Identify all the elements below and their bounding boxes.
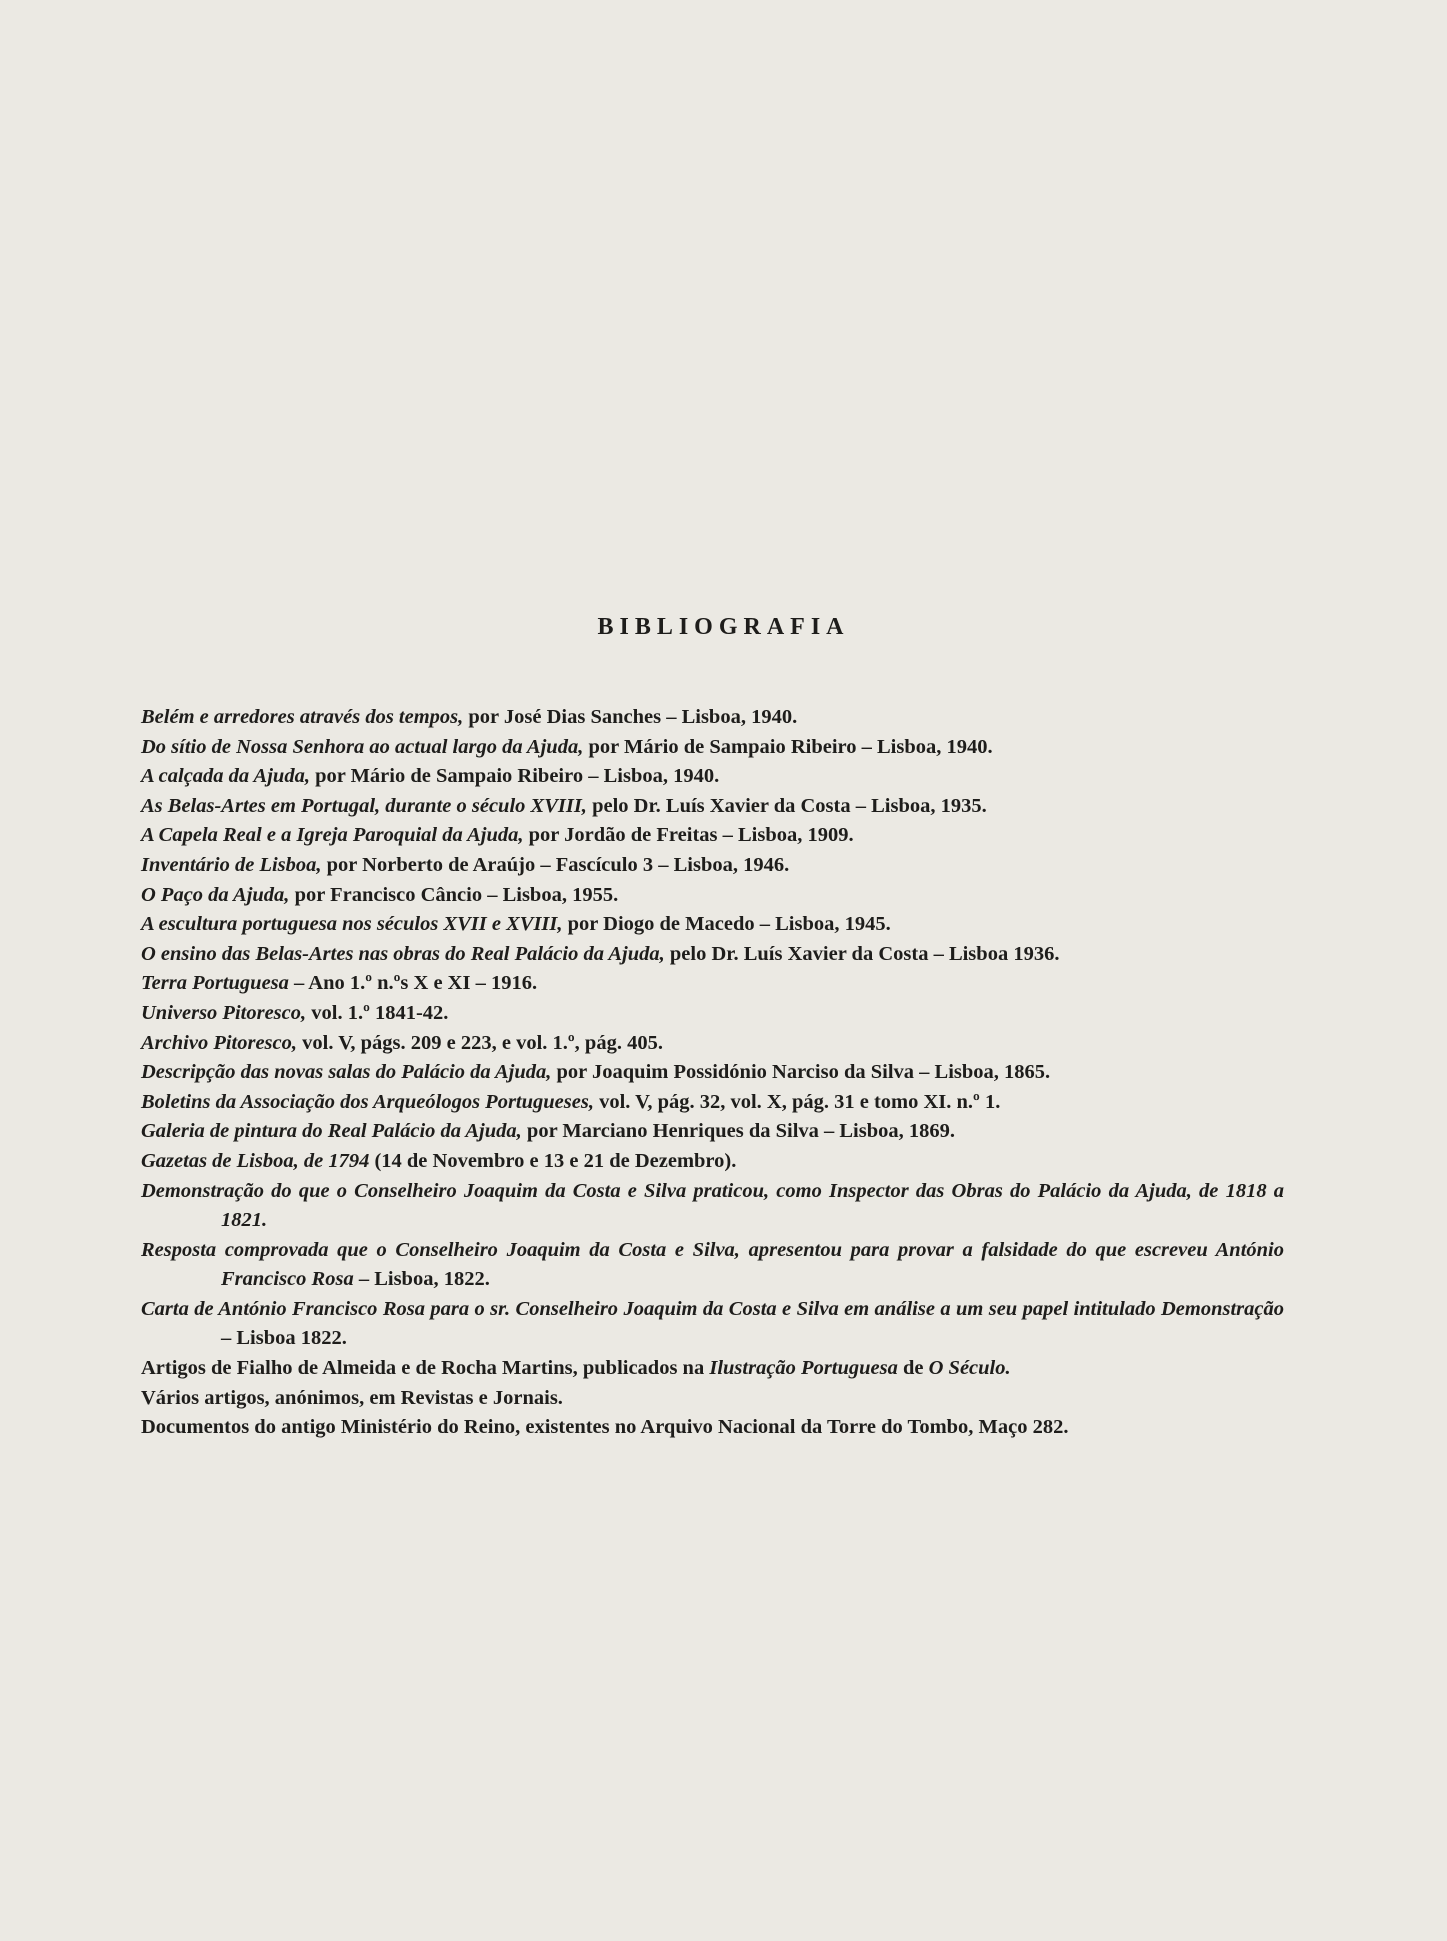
entry-title: Gazetas de Lisboa, de 1794 [141, 1149, 370, 1172]
entry-details: Vários artigos, anónimos, em Revistas e Jornais. [141, 1386, 563, 1409]
entry-title: Terra Portuguesa [141, 972, 289, 995]
bibliography-list [141, 703, 1284, 1443]
bibliography-entry [141, 1354, 1284, 1384]
bibliography-entry [141, 1088, 1284, 1118]
bibliography-entry [141, 940, 1284, 970]
entry-details: vol. V, pág. 32, vol. X, pág. 31 e tomo XI. n.º 1. [593, 1090, 1001, 1113]
entry-title: Resposta comprovada que o Conselheiro Joaquim da Costa e Silva, apresentou para provar a falsidade do que escreveu António Francisco Rosa [141, 1238, 1284, 1291]
entry-details: vol. V, págs. 209 e 223, e vol. 1.º, pág. 405. [297, 1031, 663, 1054]
entry-title: O Paço da Ajuda, [141, 883, 290, 906]
entry-details: por Diogo de Macedo – Lisboa, 1945. [562, 913, 891, 936]
bibliography-entry [141, 910, 1284, 940]
entry-details: por Mário de Sampaio Ribeiro – Lisboa, 1940. [583, 735, 993, 758]
entry-details: pelo Dr. Luís Xavier da Costa – Lisboa 1936. [664, 942, 1060, 965]
entry-details: por Marciano Henriques da Silva – Lisboa, 1869. [521, 1120, 956, 1143]
entry-details: Artigos de Fialho de Almeida e de Rocha Martins, publicados na [141, 1357, 710, 1380]
entry-title: Belém e arredores através dos tempos, [141, 706, 464, 728]
bibliography-entry [141, 1117, 1284, 1147]
entry-title: A Capela Real e a Igreja Paroquial da Ajuda, [141, 824, 524, 847]
entry-details: – Ano 1.º n.ºs X e XI – 1916. [288, 972, 538, 995]
entry-details: (14 de Novembro e 13 e 21 de Dezembro). [369, 1149, 737, 1172]
entry-title-secondary: Ilustração Portuguesa [709, 1357, 898, 1380]
entry-title: O ensino das Belas-Artes nas obras do Real Palácio da Ajuda, [141, 942, 665, 965]
entry-title: Inventário de Lisboa, [141, 853, 322, 876]
entry-title: Do sítio de Nossa Senhora ao actual largo da Ajuda, [141, 735, 584, 758]
entry-title: As Belas-Artes em Portugal, durante o século XVIII, [141, 794, 587, 817]
bibliography-entry [141, 1295, 1284, 1354]
entry-details: por Francisco Câncio – Lisboa, 1955. [289, 883, 619, 906]
bibliography-entry [141, 851, 1284, 881]
bibliography-entry [141, 762, 1284, 792]
entry-title: Galeria de pintura do Real Palácio da Ajuda, [141, 1120, 522, 1143]
entry-details: por José Dias Sanches – Lisboa, 1940. [463, 706, 798, 728]
bibliography-entry [141, 1058, 1284, 1088]
bibliography-entry [141, 703, 1284, 733]
entry-details: por Mário de Sampaio Ribeiro – Lisboa, 1940. [309, 765, 720, 788]
entry-title: A escultura portuguesa nos séculos XVII e XVIII, [141, 913, 563, 936]
bibliography-entry [141, 881, 1284, 911]
entry-title: Universo Pitoresco, [141, 1001, 307, 1024]
bibliography-entry [141, 821, 1284, 851]
bibliography-entry [141, 1177, 1284, 1236]
bibliography-entry [141, 792, 1284, 822]
bibliography-entry [141, 1413, 1284, 1443]
entry-details: vol. 1.º 1841-42. [306, 1001, 449, 1024]
entry-title: Descripção das novas salas do Palácio da Ajuda, [141, 1061, 552, 1084]
bibliography-entry [141, 969, 1284, 999]
bibliography-entry [141, 999, 1284, 1029]
entry-details: por Jordão de Freitas – Lisboa, 1909. [523, 824, 854, 847]
entry-details: Documentos do antigo Ministério do Reino, existentes no Arquivo Nacional da Torre do Tombo, Maço 282. [141, 1416, 1069, 1439]
page-title: BIBLIOGRAFIA [597, 614, 850, 640]
bibliography-entry [141, 1147, 1284, 1177]
bibliography-entry [141, 1236, 1284, 1295]
entry-title-tertiary: O Século. [928, 1357, 1011, 1380]
bibliography-entry [141, 1029, 1284, 1059]
entry-details-secondary: de [897, 1357, 929, 1380]
bibliography-entry [141, 1384, 1284, 1414]
entry-title: A calçada da Ajuda, [141, 765, 310, 788]
entry-details: pelo Dr. Luís Xavier da Costa – Lisboa, 1935. [586, 794, 987, 817]
entry-details: – Lisboa 1822. [221, 1327, 347, 1350]
entry-title: Demonstração do que o Conselheiro Joaquim da Costa e Silva praticou, como Inspector das Obras do Palácio da Ajuda, de 1818 a 1821. [141, 1179, 1284, 1232]
entry-details: por Norberto de Araújo – Fascículo 3 – Lisboa, 1946. [321, 853, 790, 876]
entry-title: Boletins da Associação dos Arqueólogos Portugueses, [141, 1090, 594, 1113]
bibliography-entry [141, 733, 1284, 763]
entry-title: Archivo Pitoresco, [141, 1031, 298, 1054]
entry-details: por Joaquim Possidónio Narciso da Silva – Lisboa, 1865. [551, 1061, 1051, 1084]
entry-details: – Lisboa, 1822. [353, 1268, 490, 1291]
entry-title: Carta de António Francisco Rosa para o sr. Conselheiro Joaquim da Costa e Silva em análise a um seu papel intitulado Demonstração [141, 1297, 1284, 1320]
